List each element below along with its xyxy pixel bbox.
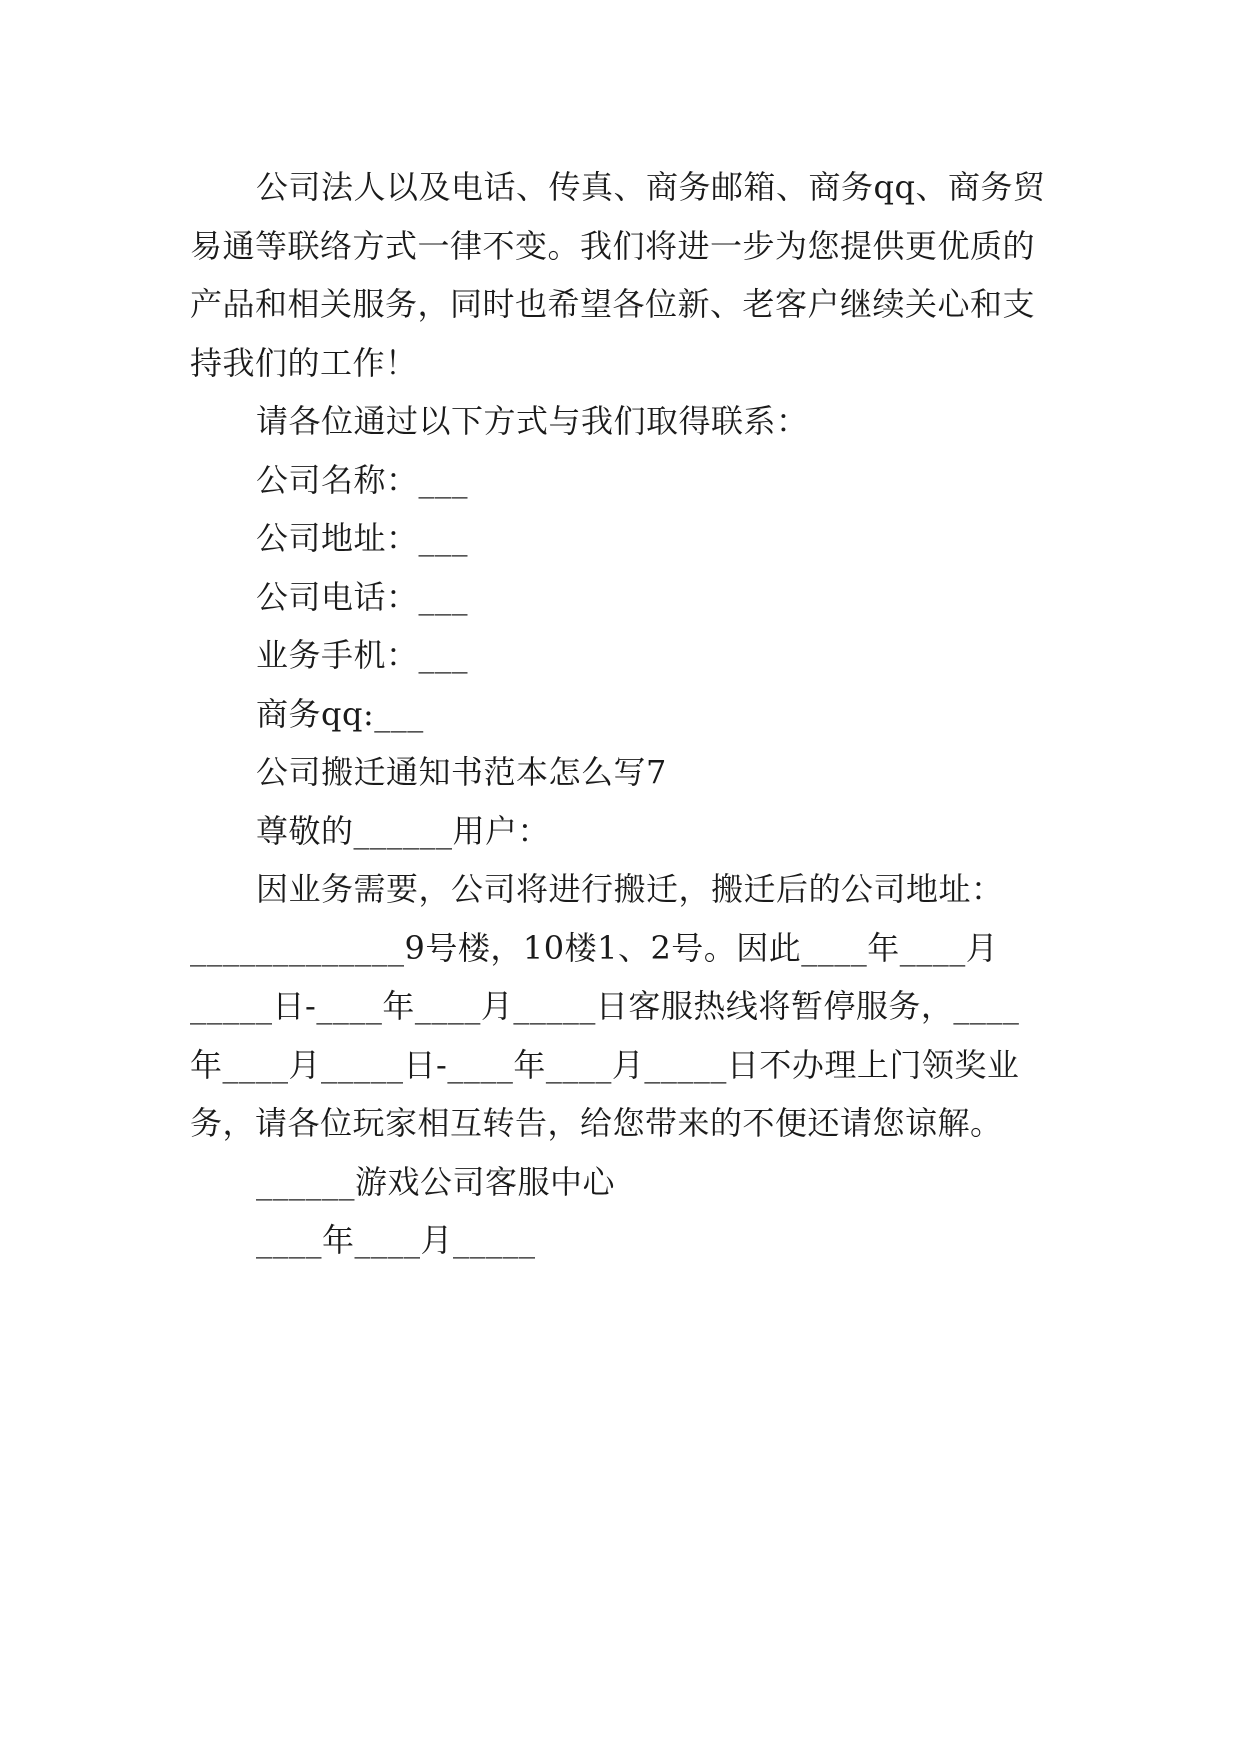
paragraph-line: _____________9号楼，10楼1、2号。因此____年____月 bbox=[190, 928, 999, 967]
salutation-line: 尊敬的______用户： bbox=[256, 811, 551, 850]
paragraph-line: _____日-____年____月_____日客服热线将暂停服务，____ bbox=[190, 987, 1020, 1025]
company-phone-field: 公司电话：___ bbox=[256, 577, 469, 616]
paragraph-line: 务，请各位玩家相互转告，给您带来的不便还请您谅解。 bbox=[190, 1104, 1003, 1142]
date-line: ____年____月_____ bbox=[256, 1221, 536, 1259]
business-qq-field: 商务qq:___ bbox=[256, 694, 424, 733]
paragraph-line: 公司法人以及电话、传真、商务邮箱、商务qq、商务贸 bbox=[256, 168, 1046, 206]
contact-intro-line: 请各位通过以下方式与我们取得联系： bbox=[256, 402, 809, 440]
company-name-field: 公司名称：___ bbox=[256, 460, 469, 499]
signature-line: ______游戏公司客服中心 bbox=[256, 1162, 616, 1201]
document-body bbox=[190, 158, 1060, 1270]
paragraph-line: 年____月_____日-____年____月_____日不办理上门领奖业 bbox=[190, 1045, 1020, 1084]
business-mobile-field: 业务手机：___ bbox=[256, 636, 469, 674]
paragraph-line: 产品和相关服务，同时也希望各位新、老客户继续关心和支 bbox=[190, 285, 1036, 323]
paragraph-line: 易通等联络方式一律不变。我们将进一步为您提供更优质的 bbox=[190, 226, 1036, 265]
paragraph-line: 因业务需要，公司将进行搬迁，搬迁后的公司地址： bbox=[256, 870, 1004, 908]
paragraph-line: 持我们的工作！ bbox=[190, 343, 418, 382]
company-address-field: 公司地址：___ bbox=[256, 519, 469, 557]
section-heading: 公司搬迁通知书范本怎么写7 bbox=[256, 753, 667, 791]
